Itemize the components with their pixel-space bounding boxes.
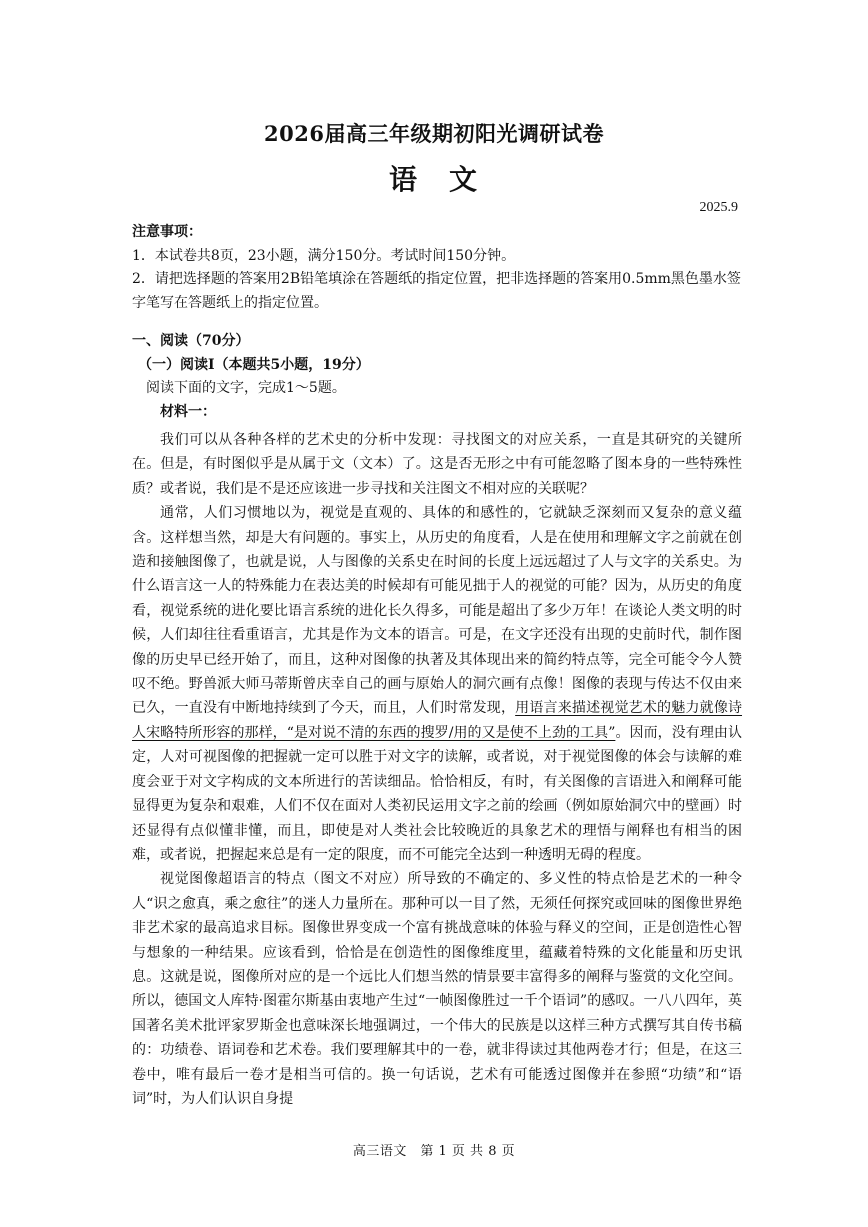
subject-title: 语 文	[388, 163, 479, 196]
exam-title: 2026届高三年级期初阳光调研试卷	[264, 121, 604, 146]
material-label: 材料一：	[160, 403, 216, 420]
section-header	[132, 330, 742, 424]
underlined-sentence: 用语言来描述视觉艺术的魅力就像诗人宋略特所形容的那样，“是对说不清的东西的搜罗/用的又是使不上劲的工具”	[132, 700, 743, 741]
notice-item-2: 2．请把选择题的答案用2B铅笔填涂在答题纸的指定位置，把非选择题的答案用0.5mm黑色墨水签字笔写在答题纸上的指定位置。	[132, 271, 741, 311]
notice-item-1: 1．本试卷共8页，23小题，满分150分。考试时间150分钟。	[132, 247, 516, 264]
paragraph-1: 我们可以从各种各样的艺术史的分析中发现：寻找图文的对应关系，一直是其研究的关键所在。但是，有时图似乎是从属于文（文本）了。这是否无形之中有可能忽略了图本身的一些特殊性质？或者说，我们是不是还应该进一步寻找和关注图文不相对应的关联呢？	[132, 432, 742, 497]
paragraph-2	[132, 501, 742, 867]
paragraph-2-part-b: 。因而，没有理由认定，人对可视图像的把握就一定可以胜于对文字的读解，或者说，对于视觉图像的体会与读解的难度会亚于对文字构成的文本所进行的苦读细品。恰恰相反，有时，有关图像的言语进入和阐释可能显得更为复杂和艰难，人们不仅在面对人类初民运用文字之前的绘画（例如原始洞穴中的壁画）时还显得有点似懂非懂，而且，即使是对人类社会比较晚近的具象艺术的理悟与阐释也有相当的困难，或者说，把握起来总是有一定的限度，而不可能完全达到一种透明无碍的程度。	[132, 724, 742, 863]
article-body	[132, 428, 742, 1111]
section-heading: 一、阅读（70分）	[132, 333, 250, 349]
notice-block	[132, 221, 742, 315]
notice-heading: 注意事项：	[132, 224, 202, 240]
paragraph-2-part-a: 通常，人们习惯地以为，视觉是直观的、具体的和感性的，它就缺乏深刻而又复杂的意义蕴含。这样想当然，却是大有问题的。事实上，从历史的角度看，人是在使用和理解文字之前就在创造和接触图像了，也就是说，人与图像的关系史在时间的长度上远远超过了人与文字的关系史。为什么语言这一人的特殊能力在表达美的时候却有可能见拙于人的视觉的可能？因为，从历史的角度看，视觉系统的进化要比语言系统的进化长久得多，可能是超出了多少万年！在谈论人类文明的时候，人们却往往看重语言，尤其是作为文本的语言。可是，在文字还没有出现的史前时代，制作图像的历史早已经开始了，而且，这种对图像的执著及其体现出来的简约特点等，完全可能令今人赞叹不绝。野兽派大师马蒂斯曾庆幸自己的画与原始人的洞穴画有点像！图像的表现与传达不仅由来已久，一直没有中断地持续到了今天，而且，人们时常发现，	[132, 505, 742, 717]
page-footer: 高三语文 第 1 页 共 8 页	[352, 1144, 516, 1159]
subsection-heading: （一）阅读Ⅰ（本题共5小题，19分）	[138, 356, 370, 373]
paragraph-3: 视觉图像超语言的特点（图文不对应）所导致的不确定的、多义性的特点恰是艺术的一种令人“识之愈真，乘之愈往”的迷人力量所在。那种可以一目了然，无须任何探究或回味的图像世界绝非艺术家的最高追求目标。图像世界变成一个富有挑战意味的体验与释义的空间，正是创造性心智与想象的一种结果。应该看到，恰恰是在创造性的图像维度里，蕴藏着特殊的文化能量和历史讯息。这就是说，图像所对应的是一个远比人们想当然的情景要丰富得多的阐释与鉴赏的文化空间。所以，德国文人库特·图霍尔斯基由衷地产生过“一帧图像胜过一千个语词”的感叹。一八八四年，英国著名美术批评家罗斯金也意味深长地强调过，一个伟大的民族是以这样三种方式撰写其自传书稿的：功绩卷、语词卷和艺术卷。我们要理解其中的一卷，就非得读过其他两卷才行；但是，在这三卷中，唯有最后一卷才是相当可信的。换一句话说，艺术有可能透过图像并在参照“功绩”和“语词”时，为人们认识自身提	[132, 871, 742, 1107]
reading-instruction: 阅读下面的文字，完成1～5题。	[146, 380, 346, 396]
exam-date: 2025.9	[699, 200, 738, 215]
